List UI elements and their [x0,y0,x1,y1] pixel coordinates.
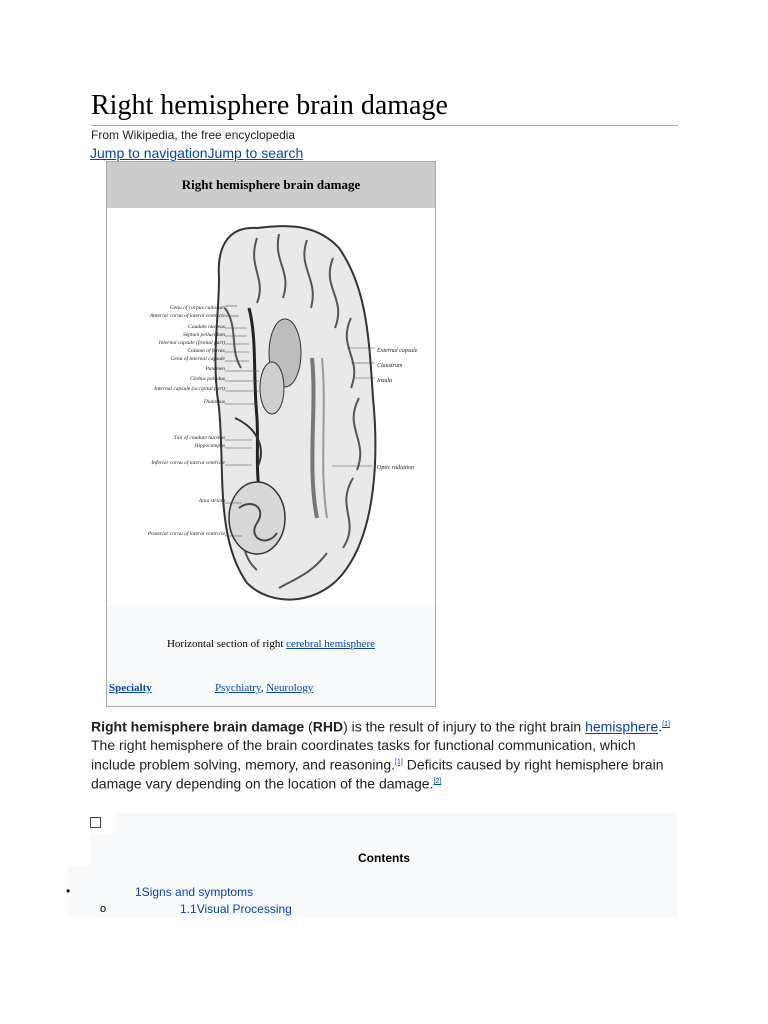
label-left: Caudate nucleus [188,324,225,330]
table-of-contents [90,813,678,917]
brain-section-image[interactable] [107,208,435,606]
toc-item-signs-and-symptoms[interactable] [135,885,253,899]
specialty-value [215,682,313,694]
toc-left-strip [68,866,90,916]
toc-bullet-circle: o [100,903,107,915]
toc-title: Contents [358,851,410,865]
toc-toggle-checkbox[interactable] [90,817,101,828]
toc-item-text: Visual Processing [196,902,292,916]
infobox-caption [107,638,435,650]
site-tagline: From Wikipedia, the free encyclopedia [91,128,296,142]
toc-item-number: 1.1 [180,902,197,916]
right-labels [377,344,435,476]
label-right: Claustrum [377,363,403,369]
label-left: Anterior cornu of lateral ventricle [149,313,225,319]
specialty-label-link[interactable]: Specialty [109,682,152,694]
label-right: Optic radiation [377,465,415,471]
label-left: Genu of internal capsule [170,356,225,362]
left-labels [109,304,225,538]
label-left: Genu of corpus callosum [169,305,225,311]
psychiatry-link[interactable]: Psychiatry [215,682,261,694]
label-left: Internal capsule (occipital part) [154,386,225,392]
reference-2-link[interactable]: [2] [433,778,442,786]
label-right: Insula [377,378,392,384]
neurology-link[interactable]: Neurology [266,682,314,694]
label-left: Column of fornix [187,348,225,354]
lead-text-1: ) is the result of injury to the right brain [343,718,586,735]
lead-paragraph [91,716,671,793]
label-left: Thalamus [203,399,225,405]
label-left: Hippocampus [194,443,225,449]
label-left: Septum pellucidum [182,332,225,338]
label-left: Tail of caudate nucleus [174,435,225,441]
toc-bullet-disc: • [66,884,71,898]
caption-text: Horizontal section of right [166,638,287,650]
reference-1-link[interactable]: [1] [662,721,670,728]
title-divider [91,125,678,126]
label-left: Inferior cornu of lateral ventricle [151,460,225,466]
label-left: Posterior cornu of lateral ventricle [147,531,225,537]
jump-links [90,145,303,161]
toc-item-text: Signs and symptoms [141,885,254,899]
hemisphere-link[interactable]: hemisphere [585,718,659,735]
toc-item-visual-processing[interactable] [180,902,292,916]
cerebral-hemisphere-link[interactable]: cerebral hemisphere [286,638,375,650]
infobox [106,161,436,707]
label-left: Globus pallidus [190,376,225,382]
infobox-header: Right hemisphere brain damage [107,162,435,208]
lead-text-2: The right hemisphere of the brain coordinates tasks for functional communication, which include problem solving, memory, and reasoning. [91,736,636,773]
specialty-separator: , [260,682,267,694]
label-left: Putamen [205,366,225,372]
reference-1b-link[interactable]: [1] [395,758,403,766]
lead-abbr-open: ( [304,718,313,735]
label-left: Area striata [198,498,225,504]
jump-to-navigation-link[interactable]: Jump to navigation [90,145,208,161]
label-right: External capsule [377,348,418,354]
lead-text-3: Deficits caused by right hemisphere brain damage vary depending on the location of the damage. [91,756,664,792]
lead-term: Right hemisphere brain damage [91,718,305,735]
page-title: Right hemisphere brain damage [91,90,448,121]
jump-to-search-link[interactable]: Jump to search [207,145,304,161]
lead-abbr: RHD [312,718,344,735]
label-left: Internal capsule (frontal part) [158,340,225,346]
lead-period: . [658,718,663,735]
toc-item-number: 1 [135,885,142,899]
